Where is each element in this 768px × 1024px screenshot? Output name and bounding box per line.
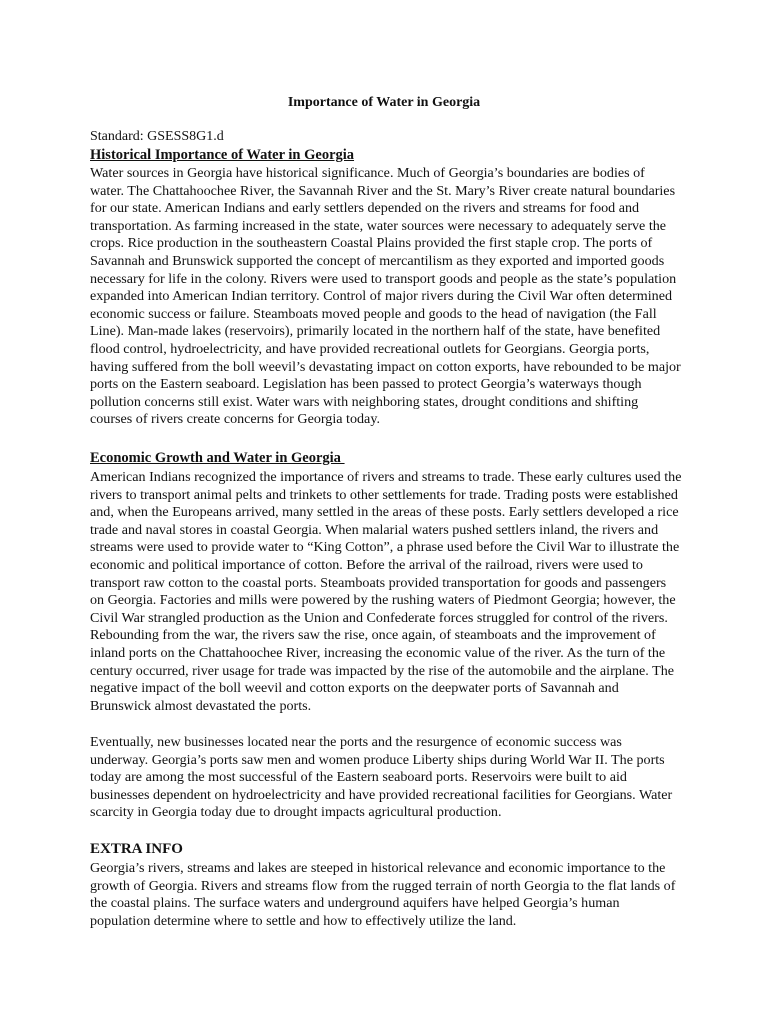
paragraph-economic-2: Eventually, new businesses located near the ports and the resurgence of economic success was underway. Georgia’s ports saw men and women produce Liberty ships during World War II. The ports today are among the most successful of the Eastern seaboard ports. Reservoirs were built to aid businesses dependent on hydroelectricity and have provided recreational facilities for Georgians. Water scarcity in Georgia today due to drought impacts agricultural production. xyxy=(90,734,673,821)
paragraph-economic-1: American Indians recognized the importance of rivers and streams to trade. These early cultures used the rivers to transport animal pelts and trinkets to other settlements for trade. Trading posts were established and, when the Europeans arrived, many settled in the areas of these posts. Early settlers developed a rice trade and naval stores in coastal Georgia. When malarial waters pushed settlers inland, the rivers and streams were used to provide water to “King Cotton”, a phrase used before the Civil War to illustrate the economic and political importance of cotton. Before the arrival of the railroad, rivers were used to transport raw cotton to the coastal ports. Steamboats provided transportation for goods and passengers on Georgia. Factories and mills were powered by the rushing waters of Piedmont Georgia; however, the Civil War strangled production as the Union and Confederate forces struggled for control of the rivers. Rebounding from the war, the rivers saw the rise, once again, of steamboats and the improvement of inland ports on the Chattahoochee River, increasing the economic value of the river. As the turn of the century occurred, river usage for trade was impacted by the rise of the automobile and the airplane. The negative impact of the boll weevil and cotton exports on the deepwater ports of Savannah and Brunswick almost devastated the ports. xyxy=(90,469,682,714)
paragraph-extra-info: Georgia’s rivers, streams and lakes are steeped in historical relevance and economic importance to the growth of Georgia. Rivers and streams flow from the rugged terrain of north Georgia to the flat lands of the coastal plains. The surface waters and underground aquifers have helped Georgia’s human population determine where to settle and how to effectively utilize the land. xyxy=(90,860,676,929)
section-heading-extra-info: EXTRA INFO xyxy=(90,841,183,857)
section-heading-historical: Historical Importance of Water in Georgia xyxy=(90,147,355,163)
document-title: Importance of Water in Georgia xyxy=(287,95,481,110)
paragraph-historical: Water sources in Georgia have historical significance. Much of Georgia’s boundaries are bodies of water. The Chattahoochee River, the Savannah River and the St. Mary’s River create natural boundaries for our state. American Indians and early settlers depended on the rivers and streams for food and transportation. As farming increased in the state, water sources were necessary to adequately serve the crops. Rice production in the southeastern Coastal Plains provided the first staple crop. The ports of Savannah and Brunswick supported the concept of mercantilism as they exported and imported goods necessary for life in the colony. Rivers were used to transport goods and people as the state’s population expanded into American Indian territory. Control of major rivers during the Civil War often determined economic success or failure. Steamboats moved people and goods to the head of navigation (the Fall Line). Man-made lakes (reservoirs), primarily located in the northern half of the state, have benefited flood control, hydroelectricity, and have provided recreational outlets for Georgians. Georgia ports, having suffered from the boll weevil’s devastating impact on cotton exports, have rebounded to be major ports on the Eastern seaboard. Legislation has been passed to protect Georgia’s waterways though pollution concerns still exist. Water wars with neighboring states, drought conditions and shifting courses of rivers create concerns for Georgia today. xyxy=(90,165,681,428)
section-heading-economic: Economic Growth and Water in Georgia xyxy=(90,450,345,466)
standard-line: Standard: GSESS8G1.d xyxy=(90,129,224,144)
